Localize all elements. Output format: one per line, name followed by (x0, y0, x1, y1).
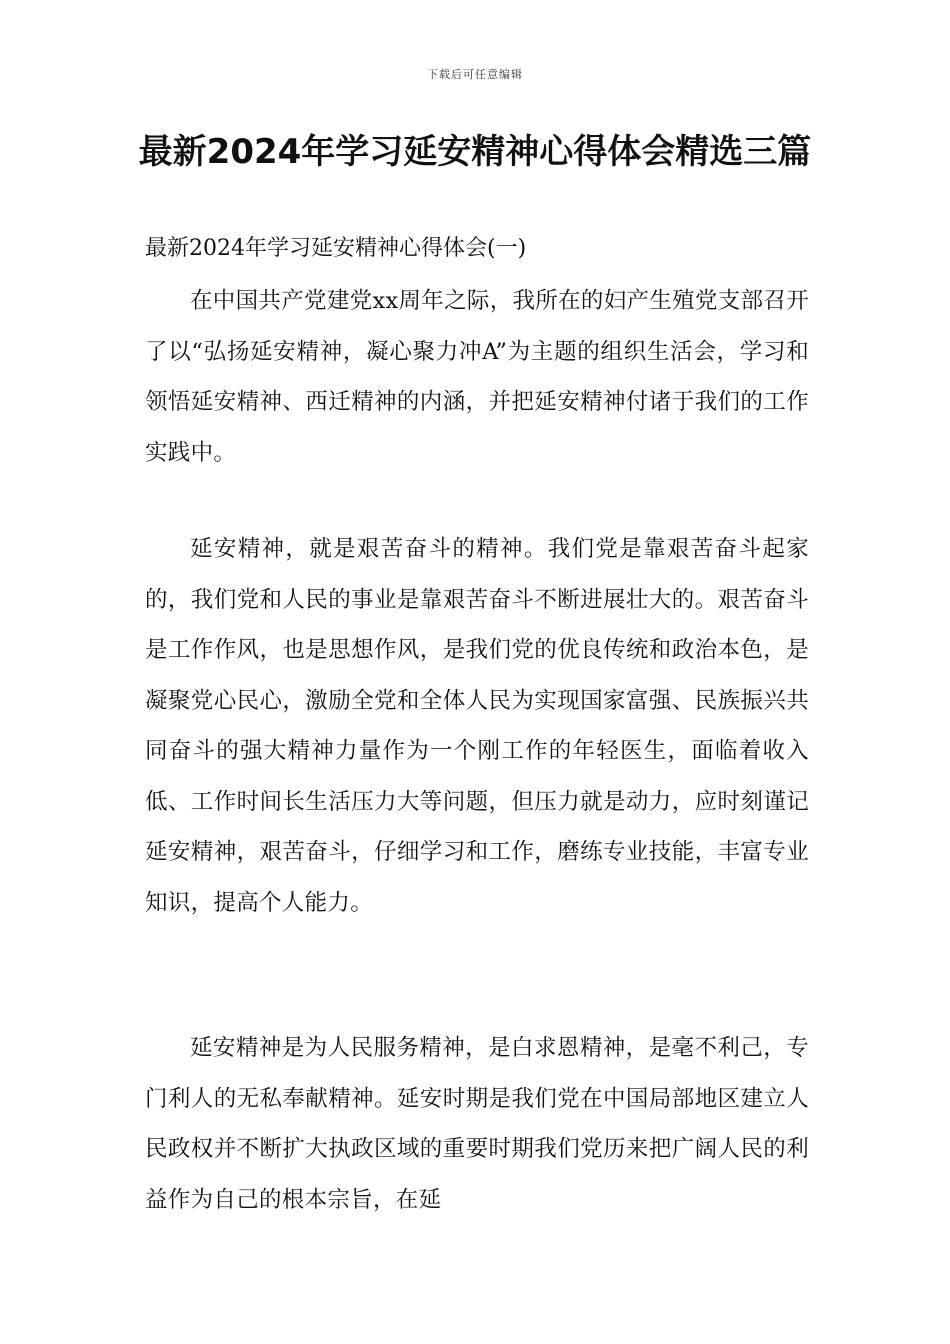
document-title: 最新2024年学习延安精神心得体会精选三篇 (138, 132, 812, 172)
paragraph-1: 在中国共产党建党xx周年之际，我所在的妇产生殖党支部召开了以“弘扬延安精神，凝心聚力冲A”为主题的组织生活会，学习和领悟延安精神、西迁精神的内涵，并把延安精神付诸于我们的工作实践中。 (145, 288, 809, 466)
paragraph-3: 延安精神是为人民服务精神，是白求恩精神，是毫不利己，专门利人的无私奉献精神。延安时期是我们党在中国局部地区建立人民政权并不断扩大执政区域的重要时期我们党历来把广阔人民的利益作为自己的根本宗旨，在延 (145, 1035, 809, 1213)
section-subtitle: 最新2024年学习延安精神心得体会(一) (145, 236, 527, 261)
paragraph-2: 延安精神，就是艰苦奋斗的精神。我们党是靠艰苦奋斗起家的，我们党和人民的事业是靠艰苦奋斗不断进展壮大的。艰苦奋斗是工作作风，也是思想作风，是我们党的优良传统和政治本色，是凝聚党心民心，激励全党和全体人民为实现国家富强、民族振兴共同奋斗的强大精神力量作为一个刚工作的年轻医生，面临着收入低、工作时间长生活压力大等问题，但压力就是动力，应时刻谨记延安精神，艰苦奋斗，仔细学习和工作，磨练专业技能，丰富专业知识，提高个人能力。 (145, 536, 809, 916)
header-note: 下载后可任意编辑 (427, 68, 523, 81)
